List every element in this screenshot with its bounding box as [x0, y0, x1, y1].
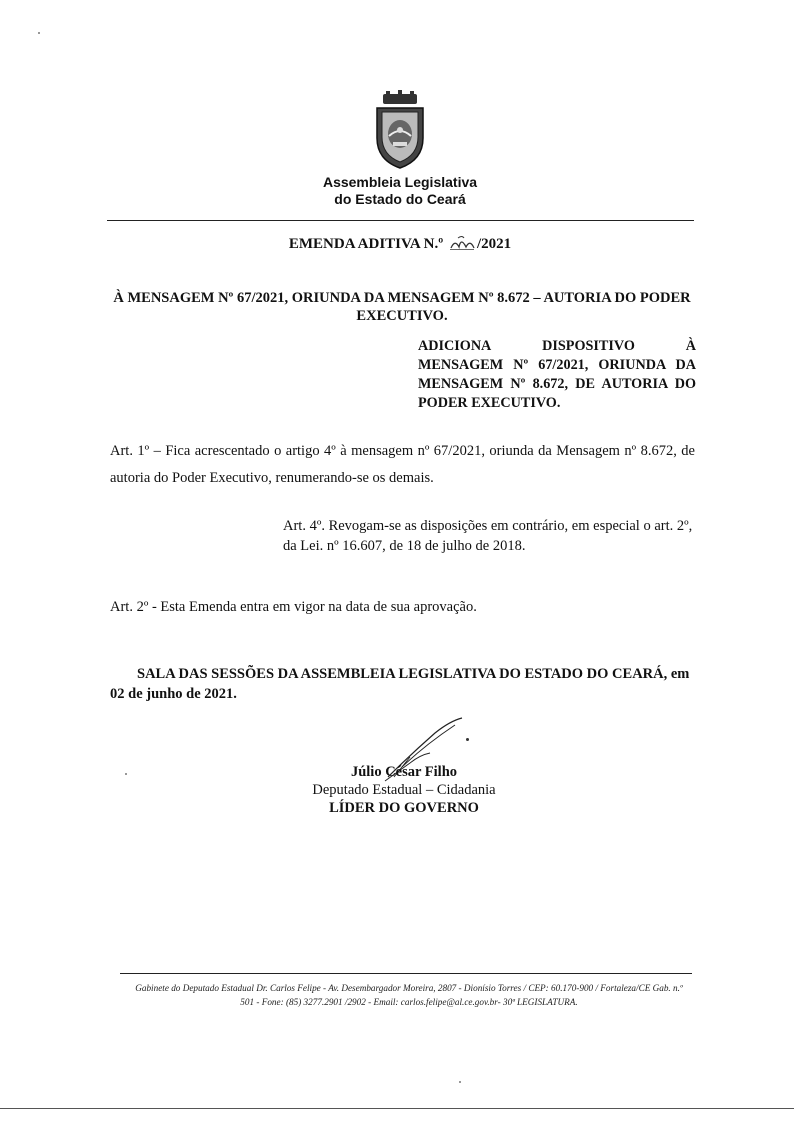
footer-line1: Gabinete do Deputado Estadual Dr. Carlos Felipe - Av. Desembargador Moreira, 2807 - Dionísio Torres / CEP: 60.170-900 / Fortaleza/CE Gab. n.º — [135, 983, 683, 993]
org-name-line1: Assembleia Legislativa — [322, 174, 478, 190]
org-name-line2: do Estado do Ceará — [334, 191, 466, 207]
title-prefix: EMENDA ADITIVA N.º — [288, 236, 447, 252]
ementa-word2: DISPOSITIVO — [542, 338, 635, 354]
article-4-line1: Art. 4º. Revogam-se as disposições em contrário, em especial o art. 2º, — [283, 518, 693, 534]
scan-bottom-edge — [0, 1108, 794, 1109]
ementa-word1: ADICIONA — [418, 338, 492, 354]
scan-speck — [125, 773, 127, 775]
article-1-line2: autoria do Poder Executivo, renumerando-se os demais. — [110, 470, 434, 486]
title-suffix: /2021 — [476, 236, 512, 252]
article-1-line1: Art. 1º – Fica acrescentado o artigo 4º à mensagem nº 67/2021, oriunda da Mensagem nº 8.672, de — [110, 443, 695, 459]
signer-title: LÍDER DO GOVERNO — [329, 800, 479, 816]
session-closing — [110, 664, 695, 704]
mensagem-heading — [110, 289, 694, 325]
footer-line2: 501 - Fone: (85) 3277.2901 /2902 - Email: carlos.felipe@al.ce.gov.br- 30ª LEGISLATURA. — [240, 997, 578, 1007]
scan-speck — [38, 32, 40, 34]
signature-mark — [466, 738, 469, 741]
session-closing-line2: 02 de junho de 2021. — [110, 686, 237, 702]
article-4-line2: da Lei. nº 16.607, de 18 de julho de 2018. — [283, 538, 526, 554]
handwritten-number — [447, 235, 477, 251]
article-4-quote — [283, 516, 695, 556]
document-title — [200, 234, 600, 254]
ementa-word3: À — [685, 338, 696, 354]
ementa-rest: MENSAGEM Nº 67/2021, ORIUNDA DA MENSAGEM Nº 8.672, DE AUTORIA DO PODER EXECUTIVO. — [418, 357, 696, 411]
scan-speck — [459, 1081, 461, 1083]
mensagem-line2: EXECUTIVO. — [356, 308, 448, 324]
ementa-first-line — [418, 337, 696, 356]
header-divider — [107, 220, 694, 221]
session-closing-line1: SALA DAS SESSÕES DA ASSEMBLEIA LEGISLATIVA DO ESTADO DO CEARÁ, em — [137, 666, 690, 682]
signer-role: Deputado Estadual – Cidadania — [312, 782, 496, 798]
mensagem-line1: À MENSAGEM Nº 67/2021, ORIUNDA DA MENSAGEM Nº 8.672 – AUTORIA DO PODER — [113, 290, 691, 306]
article-1 — [110, 438, 695, 492]
ementa-block — [418, 337, 696, 413]
article-2: Art. 2º - Esta Emenda entra em vigor na data de sua aprovação. — [110, 599, 477, 615]
state-coat-of-arms — [369, 90, 431, 170]
signer-name: Júlio César Filho — [350, 764, 458, 780]
footer-divider — [120, 973, 692, 974]
